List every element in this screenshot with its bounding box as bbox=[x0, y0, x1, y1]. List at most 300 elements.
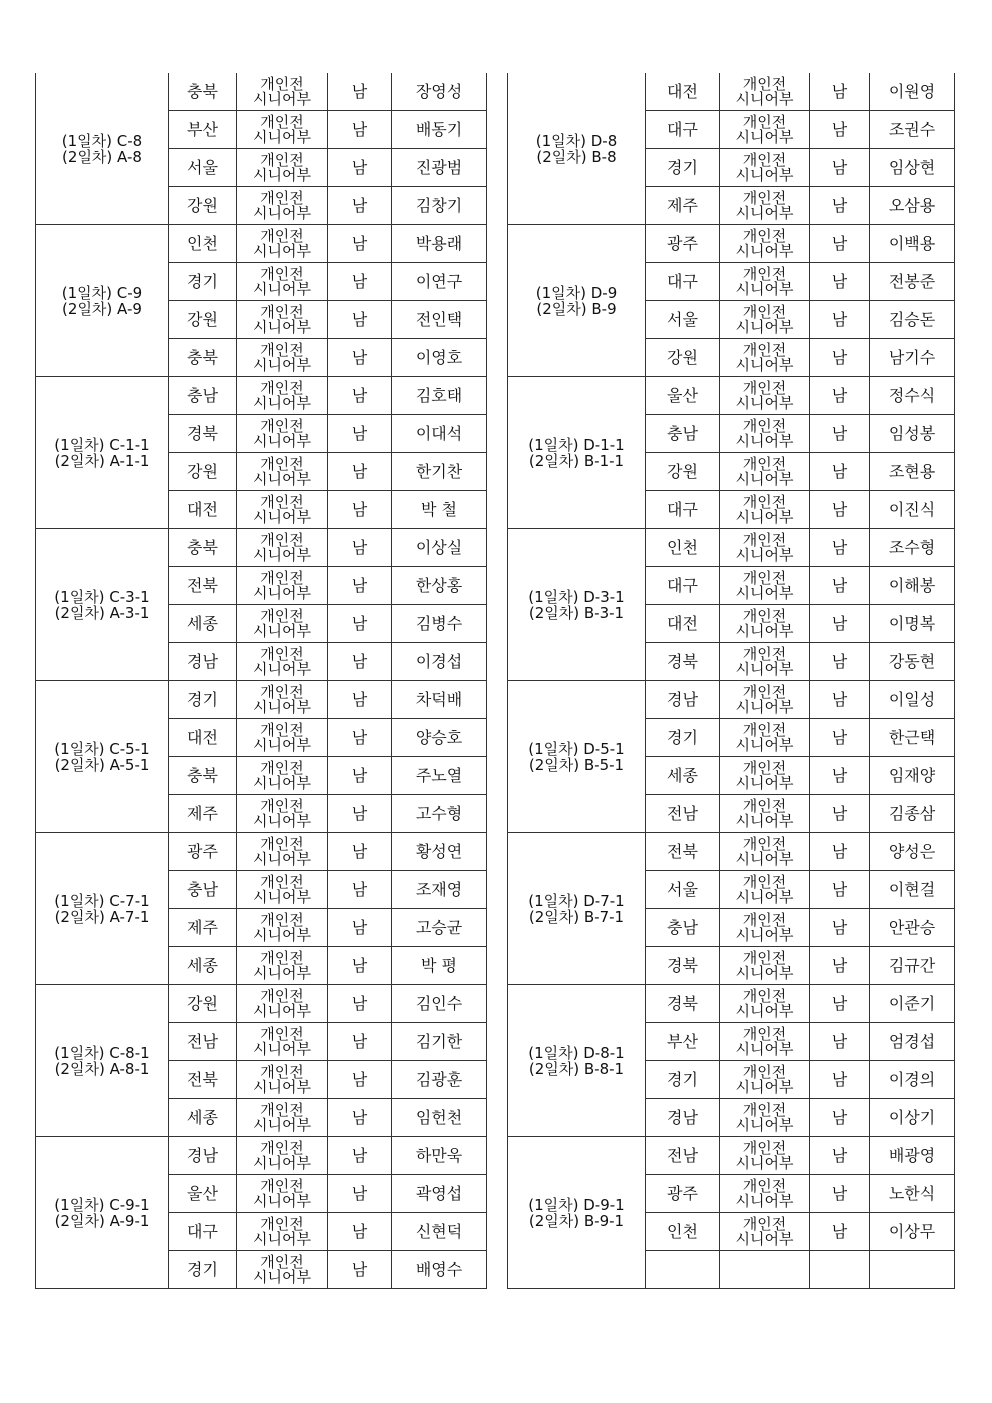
region-cell bbox=[646, 1251, 720, 1289]
group-day2: (2일차) A-5-1 bbox=[54, 755, 150, 774]
gender-cell: 남 bbox=[328, 567, 392, 605]
division-line1: 개인전 bbox=[260, 1252, 304, 1271]
group-day1: (1일차) C-9 bbox=[61, 283, 143, 302]
gender-cell: 남 bbox=[328, 909, 392, 947]
division-cell bbox=[237, 985, 328, 1023]
region-cell: 광주 bbox=[646, 225, 720, 263]
gender-cell: 남 bbox=[810, 681, 870, 719]
division-line2: 시니어부 bbox=[735, 469, 794, 488]
division-line2: 시니어부 bbox=[735, 165, 794, 184]
name-cell: 김광훈 bbox=[392, 1061, 487, 1099]
name-cell: 양성은 bbox=[870, 833, 955, 871]
division-line1: 개인전 bbox=[742, 188, 787, 207]
region-cell: 강원 bbox=[646, 453, 720, 491]
division-cell bbox=[720, 1023, 810, 1061]
region-cell: 경기 bbox=[646, 719, 720, 757]
division-line1: 개인전 bbox=[742, 568, 787, 587]
region-cell: 광주 bbox=[646, 1175, 720, 1213]
division-line1: 개인전 bbox=[742, 1024, 787, 1043]
region-cell: 경기 bbox=[646, 1061, 720, 1099]
region-cell: 제주 bbox=[169, 909, 237, 947]
gender-cell: 남 bbox=[328, 415, 392, 453]
name-cell: 이명복 bbox=[870, 605, 955, 643]
gender-cell: 남 bbox=[810, 1099, 870, 1137]
table-row bbox=[508, 833, 955, 871]
region-cell: 경기 bbox=[169, 1251, 237, 1289]
gender-cell: 남 bbox=[810, 301, 870, 339]
region-cell: 전북 bbox=[169, 567, 237, 605]
group-label-cell bbox=[36, 529, 169, 681]
gender-cell: 남 bbox=[810, 719, 870, 757]
division-cell bbox=[237, 1099, 328, 1137]
group-label-cell bbox=[508, 529, 646, 681]
region-cell: 부산 bbox=[169, 111, 237, 149]
division-cell bbox=[720, 301, 810, 339]
region-cell: 경북 bbox=[646, 985, 720, 1023]
table-row bbox=[508, 681, 955, 719]
region-cell: 대전 bbox=[646, 605, 720, 643]
gender-cell: 남 bbox=[810, 1137, 870, 1175]
division-cell bbox=[237, 529, 328, 567]
division-line1: 개인전 bbox=[742, 910, 787, 929]
division-cell bbox=[237, 757, 328, 795]
region-cell: 경북 bbox=[646, 643, 720, 681]
division-cell bbox=[237, 795, 328, 833]
division-line1: 개인전 bbox=[742, 872, 787, 891]
group-day2: (2일차) B-8-1 bbox=[528, 1059, 625, 1078]
gender-cell: 남 bbox=[810, 339, 870, 377]
group-day2: (2일차) B-8 bbox=[536, 147, 617, 166]
division-line2: 시니어부 bbox=[735, 317, 794, 336]
division-line1: 개인전 bbox=[742, 1214, 787, 1233]
division-line1: 개인전 bbox=[260, 720, 304, 739]
division-line2: 시니어부 bbox=[735, 1039, 794, 1058]
table-row bbox=[508, 985, 955, 1023]
group-label-cell bbox=[508, 73, 646, 225]
group-label-cell bbox=[36, 73, 169, 225]
gender-cell: 남 bbox=[810, 1023, 870, 1061]
division-line1: 개인전 bbox=[260, 644, 304, 663]
division-line1: 개인전 bbox=[260, 340, 304, 359]
gender-cell: 남 bbox=[328, 605, 392, 643]
division-line1: 개인전 bbox=[742, 758, 787, 777]
region-cell: 충남 bbox=[646, 415, 720, 453]
group-day2: (2일차) B-9-1 bbox=[528, 1211, 625, 1230]
name-cell: 하만욱 bbox=[392, 1137, 487, 1175]
group-label-cell bbox=[36, 985, 169, 1137]
division-line2: 시니어부 bbox=[253, 621, 311, 640]
division-line2: 시니어부 bbox=[253, 773, 311, 792]
gender-cell bbox=[810, 1251, 870, 1289]
division-line1: 개인전 bbox=[742, 74, 787, 93]
name-cell: 배영수 bbox=[392, 1251, 487, 1289]
group-label-cell bbox=[36, 681, 169, 833]
division-line2: 시니어부 bbox=[253, 697, 311, 716]
name-cell: 이상실 bbox=[392, 529, 487, 567]
division-line2: 시니어부 bbox=[253, 1039, 311, 1058]
division-cell bbox=[720, 263, 810, 301]
name-cell: 이경섭 bbox=[392, 643, 487, 681]
division-line2: 시니어부 bbox=[735, 1191, 794, 1210]
division-line1: 개인전 bbox=[260, 302, 304, 321]
division-line1: 개인전 bbox=[260, 872, 304, 891]
gender-cell: 남 bbox=[328, 111, 392, 149]
group-day2: (2일차) A-3-1 bbox=[54, 603, 150, 622]
division-line1: 개인전 bbox=[260, 1062, 304, 1081]
name-cell: 전봉준 bbox=[870, 263, 955, 301]
table-row bbox=[36, 681, 487, 719]
division-line2: 시니어부 bbox=[735, 545, 794, 564]
division-line1: 개인전 bbox=[260, 910, 304, 929]
division-cell bbox=[720, 453, 810, 491]
division-cell bbox=[720, 567, 810, 605]
region-cell: 대전 bbox=[169, 491, 237, 529]
group-label-cell bbox=[508, 1137, 646, 1289]
division-line2: 시니어부 bbox=[253, 1267, 311, 1286]
division-cell bbox=[720, 681, 810, 719]
region-cell: 인천 bbox=[169, 225, 237, 263]
table-row bbox=[508, 1137, 955, 1175]
right-roster-table bbox=[507, 73, 955, 1289]
division-line2: 시니어부 bbox=[253, 925, 311, 944]
division-cell bbox=[237, 681, 328, 719]
gender-cell: 남 bbox=[328, 795, 392, 833]
division-cell bbox=[720, 529, 810, 567]
name-cell: 박 평 bbox=[392, 947, 487, 985]
division-line1: 개인전 bbox=[260, 492, 304, 511]
division-line1: 개인전 bbox=[260, 416, 304, 435]
group-day1: (1일차) C-8-1 bbox=[54, 1043, 150, 1062]
group-day1: (1일차) C-8 bbox=[61, 131, 143, 150]
division-line1: 개인전 bbox=[742, 1138, 787, 1157]
division-cell bbox=[237, 225, 328, 263]
region-cell: 전남 bbox=[646, 1137, 720, 1175]
gender-cell: 남 bbox=[328, 491, 392, 529]
group-day1: (1일차) D-8-1 bbox=[528, 1043, 625, 1062]
region-cell: 울산 bbox=[169, 1175, 237, 1213]
division-line2: 시니어부 bbox=[735, 773, 794, 792]
division-line1: 개인전 bbox=[742, 492, 787, 511]
region-cell: 경북 bbox=[169, 415, 237, 453]
gender-cell: 남 bbox=[328, 263, 392, 301]
gender-cell: 남 bbox=[810, 909, 870, 947]
name-cell: 한상홍 bbox=[392, 567, 487, 605]
group-day2: (2일차) A-8 bbox=[62, 147, 142, 166]
gender-cell: 남 bbox=[810, 605, 870, 643]
name-cell: 임상현 bbox=[870, 149, 955, 187]
division-cell bbox=[237, 263, 328, 301]
name-cell: 오삼용 bbox=[870, 187, 955, 225]
region-cell: 제주 bbox=[646, 187, 720, 225]
region-cell: 세종 bbox=[169, 605, 237, 643]
gender-cell: 남 bbox=[328, 947, 392, 985]
name-cell: 임성봉 bbox=[870, 415, 955, 453]
gender-cell: 남 bbox=[810, 985, 870, 1023]
gender-cell: 남 bbox=[328, 225, 392, 263]
division-line1: 개인전 bbox=[260, 378, 304, 397]
division-line1: 개인전 bbox=[260, 454, 304, 473]
name-cell: 주노열 bbox=[392, 757, 487, 795]
group-day2: (2일차) B-3-1 bbox=[528, 603, 625, 622]
division-cell bbox=[237, 947, 328, 985]
division-line2: 시니어부 bbox=[253, 1153, 311, 1172]
division-cell bbox=[720, 1213, 810, 1251]
region-cell: 인천 bbox=[646, 1213, 720, 1251]
division-line1: 개인전 bbox=[742, 416, 787, 435]
region-cell: 전남 bbox=[646, 795, 720, 833]
division-cell bbox=[720, 491, 810, 529]
region-cell: 충북 bbox=[169, 757, 237, 795]
division-cell bbox=[237, 1251, 328, 1289]
division-line2: 시니어부 bbox=[253, 1191, 311, 1210]
region-cell: 경남 bbox=[169, 1137, 237, 1175]
division-cell bbox=[720, 719, 810, 757]
region-cell: 광주 bbox=[169, 833, 237, 871]
division-line2: 시니어부 bbox=[253, 355, 311, 374]
table-row bbox=[36, 73, 487, 111]
division-cell bbox=[720, 871, 810, 909]
division-cell bbox=[720, 947, 810, 985]
division-cell bbox=[237, 643, 328, 681]
gender-cell: 남 bbox=[810, 453, 870, 491]
division-cell bbox=[237, 415, 328, 453]
division-cell bbox=[720, 225, 810, 263]
division-cell bbox=[237, 491, 328, 529]
name-cell: 김기한 bbox=[392, 1023, 487, 1061]
division-cell bbox=[237, 1175, 328, 1213]
division-line1: 개인전 bbox=[742, 1100, 787, 1119]
division-line2: 시니어부 bbox=[253, 659, 311, 678]
gender-cell: 남 bbox=[328, 1061, 392, 1099]
division-line2: 시니어부 bbox=[735, 887, 794, 906]
region-cell: 대구 bbox=[646, 111, 720, 149]
division-cell bbox=[720, 833, 810, 871]
division-line1: 개인전 bbox=[742, 454, 787, 473]
gender-cell: 남 bbox=[328, 187, 392, 225]
division-line1: 개인전 bbox=[260, 74, 304, 93]
division-cell bbox=[237, 1213, 328, 1251]
region-cell: 부산 bbox=[646, 1023, 720, 1061]
name-cell: 한근택 bbox=[870, 719, 955, 757]
group-day2: (2일차) A-8-1 bbox=[54, 1059, 150, 1078]
division-cell bbox=[720, 1251, 810, 1289]
name-cell: 이상기 bbox=[870, 1099, 955, 1137]
name-cell: 전인택 bbox=[392, 301, 487, 339]
region-cell: 대전 bbox=[646, 73, 720, 111]
region-cell: 강원 bbox=[169, 453, 237, 491]
division-line2: 시니어부 bbox=[253, 887, 311, 906]
name-cell: 조권수 bbox=[870, 111, 955, 149]
division-cell bbox=[720, 149, 810, 187]
division-line2: 시니어부 bbox=[735, 203, 794, 222]
division-cell bbox=[237, 1137, 328, 1175]
region-cell: 경기 bbox=[169, 263, 237, 301]
group-label-cell bbox=[508, 377, 646, 529]
gender-cell: 남 bbox=[328, 1175, 392, 1213]
name-cell: 차덕배 bbox=[392, 681, 487, 719]
division-line1: 개인전 bbox=[742, 1176, 787, 1195]
group-day2: (2일차) B-1-1 bbox=[528, 451, 625, 470]
division-line1: 개인전 bbox=[260, 758, 304, 777]
name-cell: 이준기 bbox=[870, 985, 955, 1023]
gender-cell: 남 bbox=[810, 1175, 870, 1213]
group-day1: (1일차) D-1-1 bbox=[528, 435, 625, 454]
gender-cell: 남 bbox=[810, 947, 870, 985]
group-label-cell bbox=[36, 833, 169, 985]
division-line1: 개인전 bbox=[742, 264, 787, 283]
gender-cell: 남 bbox=[328, 719, 392, 757]
name-cell: 김규간 bbox=[870, 947, 955, 985]
region-cell: 서울 bbox=[646, 301, 720, 339]
gender-cell: 남 bbox=[328, 1251, 392, 1289]
gender-cell: 남 bbox=[810, 225, 870, 263]
gender-cell: 남 bbox=[328, 681, 392, 719]
region-cell: 울산 bbox=[646, 377, 720, 415]
division-cell bbox=[237, 453, 328, 491]
division-line1: 개인전 bbox=[260, 948, 304, 967]
name-cell: 이원영 bbox=[870, 73, 955, 111]
table-row bbox=[508, 73, 955, 111]
name-cell: 김인수 bbox=[392, 985, 487, 1023]
table-row bbox=[508, 225, 955, 263]
table-row bbox=[36, 225, 487, 263]
name-cell: 이일성 bbox=[870, 681, 955, 719]
division-line2: 시니어부 bbox=[253, 393, 311, 412]
table-row bbox=[36, 985, 487, 1023]
name-cell: 김종삼 bbox=[870, 795, 955, 833]
gender-cell: 남 bbox=[810, 871, 870, 909]
division-line2: 시니어부 bbox=[253, 583, 311, 602]
division-line2: 시니어부 bbox=[735, 127, 794, 146]
gender-cell: 남 bbox=[328, 1099, 392, 1137]
division-cell bbox=[237, 149, 328, 187]
division-cell bbox=[720, 377, 810, 415]
division-line2: 시니어부 bbox=[735, 621, 794, 640]
right-roster-body bbox=[508, 73, 955, 1289]
name-cell: 이영호 bbox=[392, 339, 487, 377]
division-cell bbox=[720, 757, 810, 795]
division-line1: 개인전 bbox=[742, 720, 787, 739]
division-line1: 개인전 bbox=[260, 834, 304, 853]
name-cell: 한기찬 bbox=[392, 453, 487, 491]
group-day1: (1일차) C-3-1 bbox=[54, 587, 150, 606]
gender-cell: 남 bbox=[328, 339, 392, 377]
division-line1: 개인전 bbox=[742, 302, 787, 321]
group-day2: (2일차) A-7-1 bbox=[54, 907, 150, 926]
gender-cell: 남 bbox=[328, 453, 392, 491]
name-cell: 배동기 bbox=[392, 111, 487, 149]
division-cell bbox=[237, 1061, 328, 1099]
division-line1: 개인전 bbox=[742, 796, 787, 815]
division-line2: 시니어부 bbox=[253, 545, 311, 564]
name-cell: 정수식 bbox=[870, 377, 955, 415]
gender-cell: 남 bbox=[328, 757, 392, 795]
division-cell bbox=[720, 1061, 810, 1099]
division-line1: 개인전 bbox=[260, 606, 304, 625]
division-line1: 개인전 bbox=[260, 986, 304, 1005]
name-cell: 황성연 bbox=[392, 833, 487, 871]
name-cell: 배광영 bbox=[870, 1137, 955, 1175]
name-cell: 엄경섭 bbox=[870, 1023, 955, 1061]
division-line1: 개인전 bbox=[742, 226, 787, 245]
region-cell: 경북 bbox=[646, 947, 720, 985]
division-line2: 시니어부 bbox=[735, 1001, 794, 1020]
name-cell: 김호태 bbox=[392, 377, 487, 415]
name-cell: 이연구 bbox=[392, 263, 487, 301]
division-line2: 시니어부 bbox=[253, 127, 311, 146]
gender-cell: 남 bbox=[328, 643, 392, 681]
table-row bbox=[508, 529, 955, 567]
gender-cell: 남 bbox=[810, 73, 870, 111]
gender-cell: 남 bbox=[810, 491, 870, 529]
name-cell: 임헌천 bbox=[392, 1099, 487, 1137]
division-line1: 개인전 bbox=[742, 150, 787, 169]
division-line2: 시니어부 bbox=[735, 925, 794, 944]
region-cell: 전남 bbox=[169, 1023, 237, 1061]
division-line2: 시니어부 bbox=[253, 1001, 311, 1020]
name-cell: 이대석 bbox=[392, 415, 487, 453]
group-day1: (1일차) C-1-1 bbox=[54, 435, 150, 454]
gender-cell: 남 bbox=[328, 301, 392, 339]
division-cell bbox=[720, 1137, 810, 1175]
group-label-cell bbox=[508, 833, 646, 985]
division-cell bbox=[720, 187, 810, 225]
name-cell: 이경의 bbox=[870, 1061, 955, 1099]
division-cell bbox=[720, 339, 810, 377]
division-cell bbox=[237, 73, 328, 111]
gender-cell: 남 bbox=[810, 377, 870, 415]
division-line2: 시니어부 bbox=[735, 355, 794, 374]
division-cell bbox=[720, 643, 810, 681]
gender-cell: 남 bbox=[328, 1023, 392, 1061]
division-cell bbox=[237, 377, 328, 415]
division-line1: 개인전 bbox=[742, 530, 787, 549]
region-cell: 세종 bbox=[169, 947, 237, 985]
gender-cell: 남 bbox=[810, 1213, 870, 1251]
region-cell: 강원 bbox=[646, 339, 720, 377]
division-line1: 개인전 bbox=[260, 1176, 304, 1195]
region-cell: 서울 bbox=[646, 871, 720, 909]
division-line1: 개인전 bbox=[260, 264, 304, 283]
division-line2: 시니어부 bbox=[735, 849, 794, 868]
division-line2: 시니어부 bbox=[735, 1115, 794, 1134]
division-line2: 시니어부 bbox=[735, 811, 794, 830]
table-row bbox=[36, 529, 487, 567]
division-cell bbox=[720, 415, 810, 453]
group-label-cell bbox=[508, 681, 646, 833]
name-cell: 김병수 bbox=[392, 605, 487, 643]
division-cell bbox=[237, 111, 328, 149]
division-line1: 개인전 bbox=[260, 226, 304, 245]
group-label-cell bbox=[36, 377, 169, 529]
region-cell: 세종 bbox=[646, 757, 720, 795]
name-cell: 안관승 bbox=[870, 909, 955, 947]
division-line2: 시니어부 bbox=[253, 431, 311, 450]
division-cell bbox=[237, 301, 328, 339]
division-line2: 시니어부 bbox=[735, 583, 794, 602]
division-line2: 시니어부 bbox=[253, 811, 311, 830]
gender-cell: 남 bbox=[328, 985, 392, 1023]
division-cell bbox=[237, 187, 328, 225]
region-cell: 충남 bbox=[646, 909, 720, 947]
region-cell: 전북 bbox=[169, 1061, 237, 1099]
division-line2: 시니어부 bbox=[253, 279, 311, 298]
region-cell: 충북 bbox=[169, 339, 237, 377]
division-line2: 시니어부 bbox=[735, 697, 794, 716]
gender-cell: 남 bbox=[328, 73, 392, 111]
name-cell: 남기수 bbox=[870, 339, 955, 377]
region-cell: 대구 bbox=[646, 567, 720, 605]
